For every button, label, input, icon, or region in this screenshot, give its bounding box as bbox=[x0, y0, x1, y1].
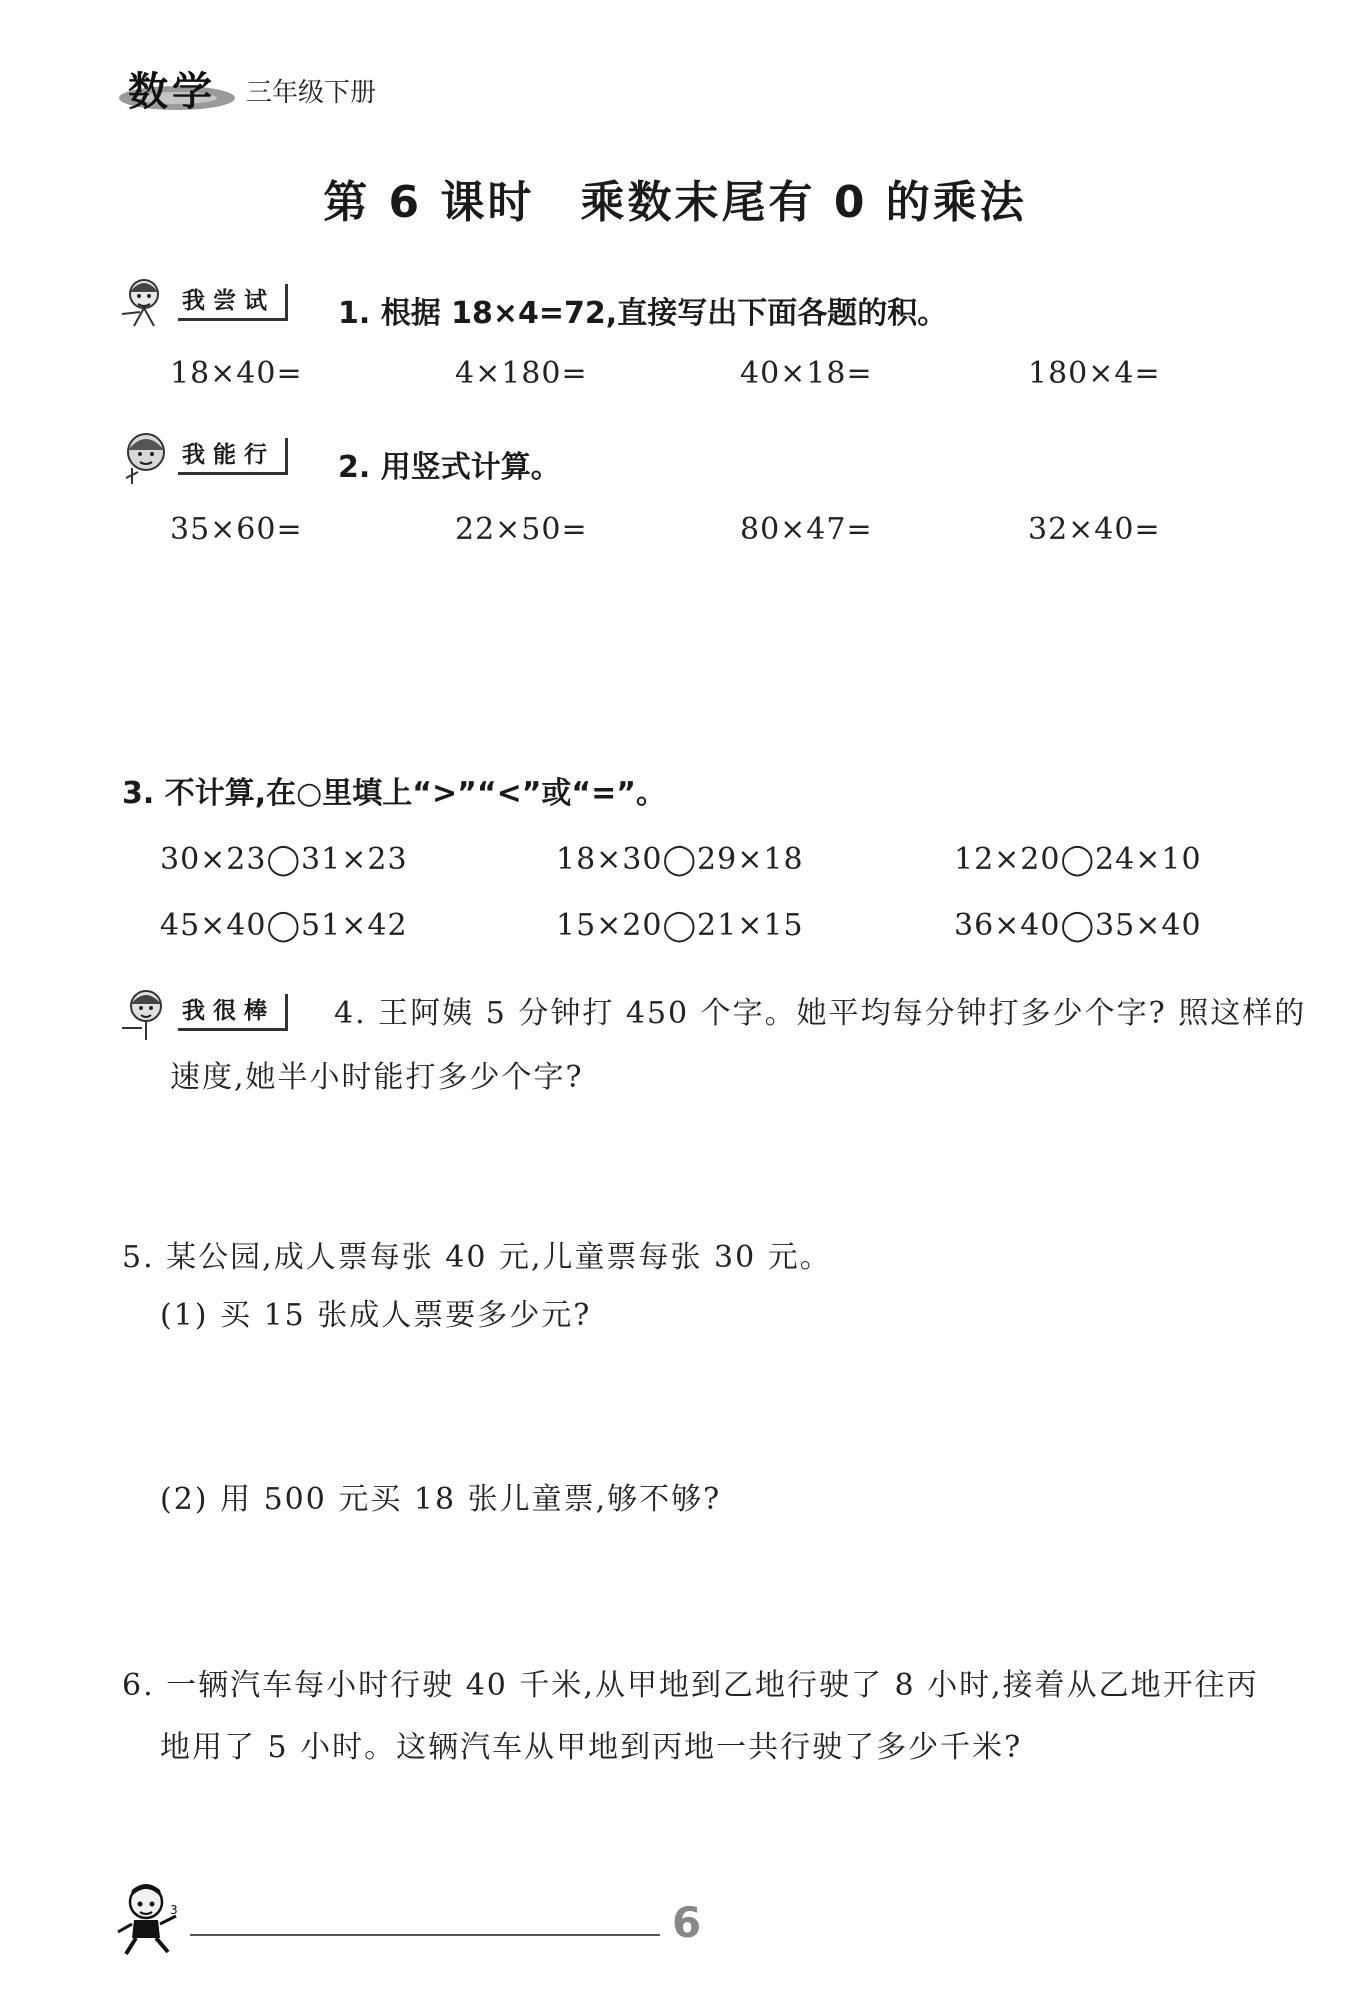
q3-item-3: 12×20◯24×10 bbox=[954, 842, 1202, 877]
question-5-sub-2: (2) 用 500 元买 18 张儿童票,够不够? bbox=[160, 1482, 722, 1517]
q1-item-3: 40×18= bbox=[740, 356, 873, 391]
q2-item-2: 22×50= bbox=[455, 512, 588, 547]
q2-item-4: 32×40= bbox=[1028, 512, 1161, 547]
lesson-number: 第 6 课时 bbox=[323, 177, 535, 228]
lesson-title bbox=[0, 166, 1350, 230]
page-number: 6 bbox=[672, 1898, 702, 1947]
q2-item-1: 35×60= bbox=[170, 512, 303, 547]
question-6-line-2: 地用了 5 小时。这辆汽车从甲地到丙地一共行驶了多少千米? bbox=[160, 1730, 1023, 1765]
q1-item-1: 18×40= bbox=[170, 356, 303, 391]
q2-item-3: 80×47= bbox=[740, 512, 873, 547]
q1-item-4: 180×4= bbox=[1028, 356, 1161, 391]
girl-mascot-icon bbox=[118, 274, 174, 330]
section-tag-great bbox=[118, 992, 288, 1032]
section-tag-great-label: 我很棒 bbox=[178, 994, 288, 1031]
grade-label: 三年级下册 bbox=[246, 78, 377, 108]
section-tag-try-label: 我尝试 bbox=[178, 284, 288, 321]
section-tag-can-label: 我能行 bbox=[178, 438, 288, 475]
question-2-prompt: 2. 用竖式计算。 bbox=[338, 450, 561, 485]
section-tag-try bbox=[118, 282, 288, 322]
q3-item-5: 15×20◯21×15 bbox=[556, 908, 804, 943]
q1-item-2: 4×180= bbox=[455, 356, 588, 391]
running-boy-mascot-icon bbox=[112, 1880, 186, 1960]
q3-item-4: 45×40◯51×42 bbox=[160, 908, 408, 943]
subject-title: 数学 bbox=[128, 69, 216, 115]
q3-item-2: 18×30◯29×18 bbox=[556, 842, 804, 877]
svg-text:3: 3 bbox=[170, 1903, 178, 1917]
girl-mascot-icon bbox=[118, 984, 174, 1040]
q3-item-6: 36×40◯35×40 bbox=[954, 908, 1202, 943]
question-5-sub-1: (1) 买 15 张成人票要多少元? bbox=[160, 1298, 592, 1333]
section-tag-can bbox=[118, 436, 288, 476]
question-6-line-1: 6. 一辆汽车每小时行驶 40 千米,从甲地到乙地行驶了 8 小时,接着从乙地开往丙 bbox=[122, 1668, 1259, 1703]
footer-rule bbox=[190, 1934, 660, 1936]
lesson-topic: 乘数末尾有 0 的乘法 bbox=[580, 177, 1027, 228]
question-1-prompt: 1. 根据 18×4=72,直接写出下面各题的积。 bbox=[338, 296, 948, 331]
question-5-prompt: 5. 某公园,成人票每张 40 元,儿童票每张 30 元。 bbox=[122, 1240, 832, 1275]
question-4-line-2: 速度,她半小时能打多少个字? bbox=[170, 1060, 584, 1095]
question-3-prompt: 3. 不计算,在○里填上“>”“<”或“=”。 bbox=[122, 776, 666, 811]
girl-mascot-icon bbox=[118, 428, 174, 484]
question-4-line-1: 4. 王阿姨 5 分钟打 450 个字。她平均每分钟打多少个字? 照这样的 bbox=[334, 996, 1307, 1031]
q3-item-1: 30×23◯31×23 bbox=[160, 842, 408, 877]
